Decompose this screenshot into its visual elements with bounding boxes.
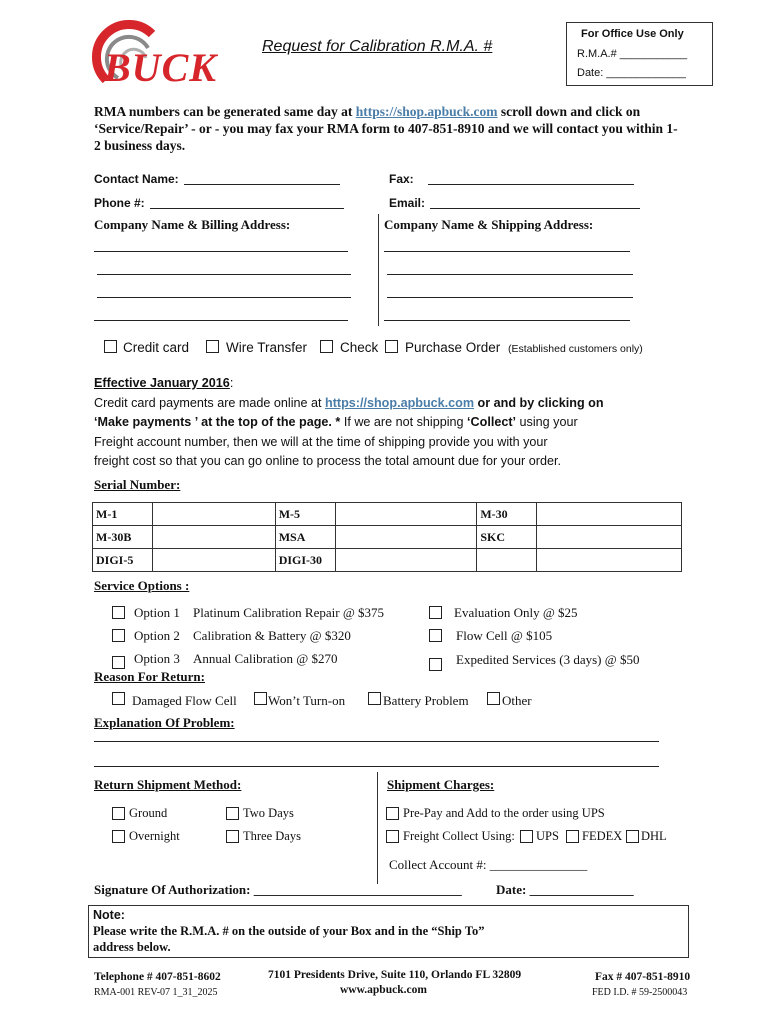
phone-label: Phone #: bbox=[94, 196, 145, 210]
logo-text: BUCK bbox=[104, 45, 217, 90]
prepay-label: Pre-Pay and Add to the order using UPS bbox=[403, 806, 605, 820]
footer-revision: RMA-001 REV-07 1_31_2025 bbox=[94, 987, 218, 998]
return-method-label: Return Shipment Method: bbox=[94, 777, 242, 792]
flow-cell-label: Flow Cell @ $105 bbox=[456, 628, 553, 643]
service-options-label: Service Options : bbox=[94, 578, 190, 593]
effective-line2b: If we are not shipping bbox=[340, 415, 468, 429]
address-divider bbox=[378, 214, 379, 326]
serial-model-cell bbox=[477, 549, 537, 572]
credit-card-checkbox[interactable] bbox=[104, 340, 117, 353]
footer-telephone: Telephone # 407-851-8602 bbox=[94, 971, 221, 983]
wont-turn-on-checkbox[interactable] bbox=[254, 692, 267, 705]
shipping-line-4[interactable] bbox=[384, 309, 630, 321]
wire-transfer-checkbox[interactable] bbox=[206, 340, 219, 353]
office-use-heading: For Office Use Only bbox=[581, 28, 684, 40]
wont-turn-on-label: Won’t Turn-on bbox=[268, 693, 346, 708]
battery-problem-label: Battery Problem bbox=[383, 693, 469, 708]
explanation-line-2[interactable] bbox=[94, 755, 659, 767]
shipment-charges-label: Shipment Charges: bbox=[387, 777, 495, 792]
serial-entry-cell[interactable] bbox=[335, 503, 477, 526]
credit-card-label: Credit card bbox=[123, 340, 190, 355]
effective-line3: Freight account number, then we will at the time of shipping provide you with your bbox=[94, 434, 548, 449]
two-days-checkbox[interactable] bbox=[226, 807, 239, 820]
effective-line2d: using your bbox=[516, 415, 578, 429]
overnight-checkbox[interactable] bbox=[112, 830, 125, 843]
serial-model-cell: M-30B bbox=[93, 526, 153, 549]
option-1-name: Option 1 bbox=[134, 605, 180, 620]
purchase-order-note: (Established customers only) bbox=[508, 343, 643, 355]
table-row bbox=[93, 549, 682, 572]
footer-fed-id: FED I.D. # 59-2500043 bbox=[592, 987, 688, 998]
billing-line-2[interactable] bbox=[97, 263, 351, 275]
serial-model-cell: M-30 bbox=[477, 503, 537, 526]
serial-model-cell: SKC bbox=[477, 526, 537, 549]
serial-entry-cell[interactable] bbox=[537, 526, 682, 549]
office-rma-field[interactable]: R.M.A.# ___________ bbox=[577, 48, 688, 60]
shop-link[interactable]: https://shop.apbuck.com bbox=[355, 104, 498, 119]
serial-model-cell: M-5 bbox=[275, 503, 335, 526]
option-3-checkbox[interactable] bbox=[112, 656, 125, 669]
dhl-checkbox[interactable] bbox=[626, 830, 639, 843]
option-3-name: Option 3 bbox=[134, 651, 180, 666]
option-3-desc: Annual Calibration @ $270 bbox=[193, 651, 338, 666]
explanation-label: Explanation Of Problem: bbox=[94, 715, 235, 730]
serial-label: Serial Number: bbox=[94, 477, 181, 492]
option-2-name: Option 2 bbox=[134, 628, 180, 643]
effective-line1b: or and by clicking on bbox=[474, 395, 604, 410]
overnight-label: Overnight bbox=[129, 829, 180, 843]
billing-line-4[interactable] bbox=[94, 309, 348, 321]
effective-block bbox=[94, 374, 684, 472]
buck-logo bbox=[88, 20, 248, 100]
intro-text bbox=[94, 103, 684, 154]
effective-colon: : bbox=[229, 376, 234, 390]
serial-entry-cell[interactable] bbox=[537, 503, 682, 526]
table-row bbox=[93, 526, 682, 549]
ground-label: Ground bbox=[129, 806, 168, 820]
freight-collect-label: Freight Collect Using: bbox=[403, 829, 515, 843]
billing-label: Company Name & Billing Address: bbox=[94, 217, 291, 232]
signature-date-field[interactable]: Date: ________________ bbox=[496, 882, 634, 897]
effective-line2a: ‘Make payments ’ at the top of the page. * bbox=[94, 415, 341, 429]
email-field[interactable] bbox=[430, 196, 640, 209]
intro-part2: scroll down and click on ‘Service/Repair’ - or - you may fax your RMA form to 407-851-8910 and we will contact you within 1-2 business days. bbox=[94, 104, 678, 153]
two-days-label: Two Days bbox=[243, 806, 294, 820]
wire-transfer-label: Wire Transfer bbox=[226, 340, 308, 355]
fax-field[interactable] bbox=[428, 172, 634, 185]
table-row bbox=[93, 503, 682, 526]
purchase-order-checkbox[interactable] bbox=[385, 340, 398, 353]
note-line-1: Please write the R.M.A. # on the outside of your Box and in the “Ship To” bbox=[93, 924, 485, 938]
billing-line-3[interactable] bbox=[97, 286, 351, 298]
serial-entry-cell[interactable] bbox=[152, 526, 275, 549]
check-label: Check bbox=[340, 340, 379, 355]
reason-label: Reason For Return: bbox=[94, 669, 205, 684]
effective-heading: Effective January 2016 bbox=[94, 376, 230, 390]
effective-line4: freight cost so that you can go online to process the total amount due for your order. bbox=[94, 454, 561, 468]
shipping-label: Company Name & Shipping Address: bbox=[384, 217, 594, 232]
ups-checkbox[interactable] bbox=[520, 830, 533, 843]
option-1-checkbox[interactable] bbox=[112, 606, 125, 619]
serial-model-cell: MSA bbox=[275, 526, 335, 549]
footer-fax: Fax # 407-851-8910 bbox=[595, 971, 691, 983]
dhl-label: DHL bbox=[641, 829, 667, 843]
shipping-divider bbox=[377, 772, 378, 884]
fax-label: Fax: bbox=[389, 172, 414, 186]
fedex-checkbox[interactable] bbox=[566, 830, 579, 843]
option-2-checkbox[interactable] bbox=[112, 629, 125, 642]
three-days-checkbox[interactable] bbox=[226, 830, 239, 843]
damaged-flow-cell-checkbox[interactable] bbox=[112, 692, 125, 705]
collect-account-field[interactable]: Collect Account #: _______________ bbox=[389, 857, 588, 872]
note-box bbox=[88, 905, 689, 958]
prepay-checkbox[interactable] bbox=[386, 807, 399, 820]
shipping-line-1[interactable] bbox=[384, 240, 630, 252]
expedited-checkbox[interactable] bbox=[429, 658, 442, 671]
intro-part1: RMA numbers can be generated same day at bbox=[94, 104, 356, 119]
serial-entry-cell[interactable] bbox=[152, 549, 275, 572]
phone-field[interactable] bbox=[150, 196, 344, 209]
page-title: Request for Calibration R.M.A. # bbox=[262, 38, 493, 55]
serial-table bbox=[92, 502, 682, 572]
footer-address: 7101 Presidents Drive, Suite 110, Orlando FL 32809 bbox=[268, 969, 522, 981]
damaged-flow-cell-label: Damaged Flow Cell bbox=[132, 693, 237, 708]
email-label: Email: bbox=[389, 196, 426, 210]
ups-label: UPS bbox=[536, 829, 559, 843]
billing-line-1[interactable] bbox=[94, 240, 348, 252]
serial-model-cell: DIGI-30 bbox=[275, 549, 335, 572]
signature-field[interactable]: Signature Of Authorization: ________________________________ bbox=[94, 882, 462, 897]
serial-entry-cell[interactable] bbox=[335, 526, 477, 549]
freight-collect-checkbox[interactable] bbox=[386, 830, 399, 843]
other-checkbox[interactable] bbox=[487, 692, 500, 705]
ground-checkbox[interactable] bbox=[112, 807, 125, 820]
shipping-line-2[interactable] bbox=[387, 263, 633, 275]
serial-entry-cell[interactable] bbox=[152, 503, 275, 526]
effective-shop-link[interactable]: https://shop.apbuck.com bbox=[325, 395, 475, 410]
serial-model-cell: M-1 bbox=[93, 503, 153, 526]
fedex-label: FEDEX bbox=[582, 829, 623, 843]
check-checkbox[interactable] bbox=[320, 340, 333, 353]
evaluation-label: Evaluation Only @ $25 bbox=[454, 605, 578, 620]
effective-line2c: ‘Collect’ bbox=[467, 415, 517, 429]
serial-model-cell: DIGI-5 bbox=[93, 549, 153, 572]
contact-name-label: Contact Name: bbox=[94, 172, 179, 186]
expedited-label: Expedited Services (3 days) @ $50 bbox=[456, 652, 640, 667]
office-use-box bbox=[566, 22, 713, 86]
evaluation-checkbox[interactable] bbox=[429, 606, 442, 619]
option-1-desc: Platinum Calibration Repair @ $375 bbox=[193, 605, 385, 620]
serial-entry-cell[interactable] bbox=[335, 549, 477, 572]
option-2-desc: Calibration & Battery @ $320 bbox=[193, 628, 351, 643]
effective-line1a: Credit card payments are made online at bbox=[94, 395, 326, 410]
battery-problem-checkbox[interactable] bbox=[368, 692, 381, 705]
flow-cell-checkbox[interactable] bbox=[429, 629, 442, 642]
explanation-line-1[interactable] bbox=[94, 730, 659, 742]
three-days-label: Three Days bbox=[243, 829, 301, 843]
shipping-line-3[interactable] bbox=[387, 286, 633, 298]
footer-website[interactable]: www.apbuck.com bbox=[340, 984, 427, 996]
contact-name-field[interactable] bbox=[184, 172, 340, 185]
other-label: Other bbox=[502, 693, 532, 708]
purchase-order-label: Purchase Order bbox=[405, 340, 501, 355]
office-date-field[interactable]: Date: _____________ bbox=[577, 67, 686, 79]
note-line-2: address below. bbox=[93, 940, 171, 954]
note-title: Note: bbox=[93, 908, 125, 922]
serial-entry-cell[interactable] bbox=[537, 549, 682, 572]
